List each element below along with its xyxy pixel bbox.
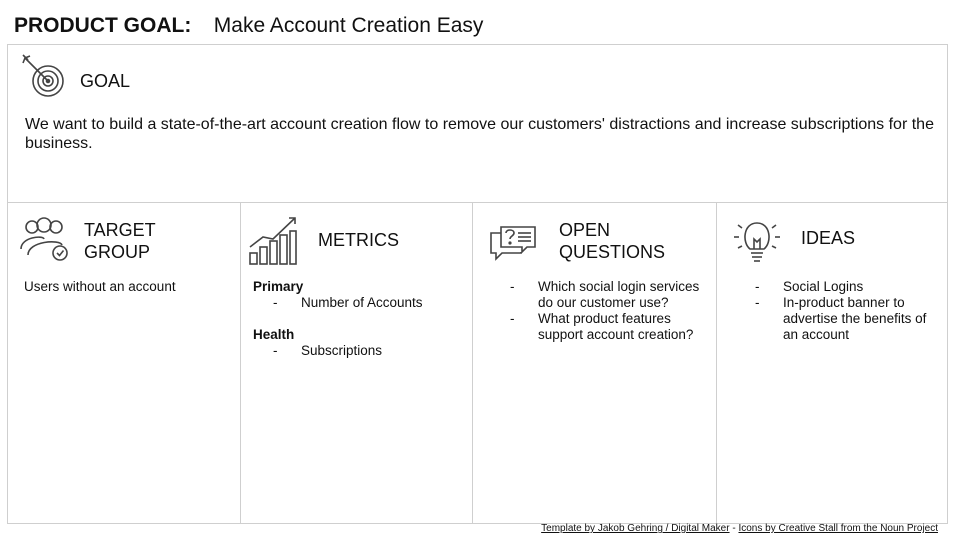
open-questions-section bbox=[472, 203, 716, 523]
ideas-list bbox=[755, 279, 935, 343]
metric-group-primary bbox=[253, 279, 463, 311]
page-title bbox=[14, 14, 483, 42]
target-icon bbox=[20, 51, 68, 99]
ideas-heading: IDEAS bbox=[801, 228, 856, 248]
icon-credit-link[interactable]: Icons by Creative Stall from the Noun Project bbox=[738, 523, 938, 534]
metric-group-health bbox=[253, 327, 463, 359]
goal-heading: GOAL bbox=[80, 71, 131, 91]
metrics-section bbox=[240, 203, 472, 523]
metrics-heading: METRICS bbox=[318, 230, 399, 250]
list-item: - Social Logins bbox=[755, 279, 935, 295]
metric-item: - Subscriptions bbox=[273, 343, 463, 359]
lightbulb-icon bbox=[731, 215, 783, 267]
canvas-board bbox=[7, 44, 948, 524]
users-icon bbox=[18, 215, 70, 267]
growth-chart-icon bbox=[247, 215, 299, 267]
target-group-heading: TARGET GROUP bbox=[84, 220, 156, 262]
list-item: - In-product banner to advertise the benefits of an account bbox=[755, 295, 935, 343]
template-credit-link[interactable]: Template by Jakob Gehring / Digital Maker bbox=[541, 523, 730, 534]
list-item: - What product features support account creation? bbox=[510, 311, 700, 343]
metric-group-label: Primary bbox=[253, 279, 304, 294]
target-group-text: Users without an account bbox=[24, 279, 176, 294]
list-item: - Which social login services do our customer use? bbox=[510, 279, 700, 311]
product-goal-value: Make Account Creation Easy bbox=[213, 14, 484, 37]
target-group-section bbox=[8, 203, 240, 523]
metrics-list bbox=[253, 279, 463, 375]
product-goal-label: PRODUCT GOAL: bbox=[14, 14, 192, 37]
question-bubble-icon bbox=[487, 215, 539, 267]
ideas-section bbox=[716, 203, 947, 523]
metric-item: - Number of Accounts bbox=[273, 295, 463, 311]
goal-section bbox=[8, 45, 947, 203]
open-questions-list bbox=[510, 279, 700, 343]
credit-separator: - bbox=[732, 523, 736, 534]
goal-description: We want to build a state-of-the-art account creation flow to remove our customers' distractions and increase subscriptions for the business. bbox=[25, 116, 934, 152]
metric-group-label: Health bbox=[253, 327, 295, 342]
credits-footer bbox=[541, 523, 938, 534]
open-questions-heading: OPEN QUESTIONS bbox=[559, 220, 666, 262]
